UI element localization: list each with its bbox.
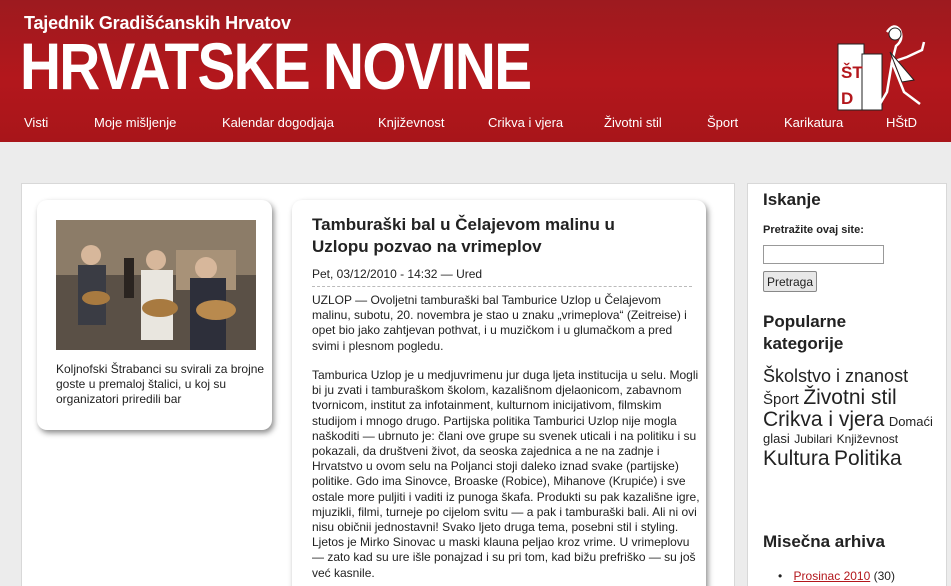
tag-item[interactable]: Domaći glasi — [763, 413, 933, 446]
tag-item[interactable]: Školstvo i znanost — [763, 366, 909, 386]
site-logo[interactable]: HRVATSKE NOVINE — [20, 29, 531, 103]
svg-text:ŠT: ŠT — [841, 63, 863, 82]
nav-sport[interactable]: Šport — [707, 115, 739, 130]
nav-visti[interactable]: Visti — [24, 115, 49, 130]
article-card — [292, 200, 706, 586]
article-byline: Pet, 03/12/2010 - 14:32 — Ured — [312, 267, 483, 281]
nav-karikatura[interactable]: Karikatura — [784, 115, 844, 130]
popular-categories-heading: Popularne kategorije — [763, 312, 847, 353]
nav-hstd[interactable]: HŠtD — [886, 115, 918, 130]
tag-cloud — [763, 367, 943, 470]
svg-text:D: D — [841, 89, 854, 108]
tag-item[interactable]: Životni stil — [803, 385, 897, 409]
article-paragraph: Tamburica Uzlop je u medjuvrimenu jur duga ljeta institucija u selu. Mogli bi ju zvati i tamburaškom školom, kazališnom djelaonicom, zabavnom tvornicom, institut za infotainment, kulturnom inicijativom, filmskim studijom i mnogo drugo. Partijska politika Tamburici Uzlop nije mogla naškoditi — ubrnuto je: člani ove grupe su svenek uticali i na politiku i su pokazali, da društveni život, da seoska zajednica a ne na zadnje i Hrvatstvo u ovom selu na Poljanci stoji daleko iznad svake (partijske) politike. Gdo ima Sinovce, Broaske (Robice), Mihanove (Krupiće) i sve ostale more puljiti i vaditi iz punoga škafa. Produkti su pak kazališne igre, mjuzikli, filmi, turneje po cijelom svitu — a pak i tamburaški bali. Ali ni ovi nisu običnii jednostavni! Svako ljeto druga tema, posebni stil i styling. Ljetos je Mirko Sinovac u maski klauna peljao kroz vrime. U vrimeplovu — zato kad su ure išle ponajzad i su pri tom, kad bižu prefriško — su još već kasnile. — [312, 368, 700, 580]
article-paragraph: UZLOP — Ovoljetni tamburaški bal Tamburice Uzlop u Čelajevom malinu, subotu, 20. novembra je stao u znaku „vrimeplova“ (Zeitreise) i opet bio jako zahtjevan pothvat, i u muzičkom i u glumačkom a pred svimi i plesnom pogledu. — [312, 293, 687, 353]
search-input[interactable] — [763, 245, 884, 264]
monthly-archive-heading: Misečna arhiva — [763, 532, 885, 551]
main-nav — [0, 114, 951, 136]
archive-count: (30) — [873, 569, 895, 583]
site-header — [0, 0, 951, 142]
search-label: Pretražite ovaj site: — [763, 224, 864, 236]
nav-zivotni-stil[interactable]: Životni stil — [604, 115, 662, 130]
site-tagline: Tajednik Gradišćanskih Hrvatov — [24, 13, 291, 33]
tag-item[interactable]: Kultura — [763, 446, 830, 470]
nav-moje-misljenje[interactable]: Moje mišljenje — [94, 115, 177, 130]
photo-caption: Koljnofski Štrabanci su svirali za brojne goste u premaloj štalici, u koj su organizatori priredili bar — [56, 362, 265, 406]
archive-list — [778, 569, 895, 583]
list-item — [778, 569, 895, 583]
nav-kalendar-dogodjaja[interactable]: Kalendar dogodjaja — [222, 115, 335, 130]
sidebar — [747, 183, 947, 586]
archive-link[interactable]: Prosinac 2010 — [793, 569, 871, 583]
article-title[interactable]: Tamburaški bal u Čelajevom malinu u Uzlopu pozvao na vrimeplov — [312, 215, 615, 256]
tag-item[interactable]: Književnost — [836, 431, 899, 446]
tag-item[interactable]: Crikva i vjera — [763, 407, 885, 431]
tag-item[interactable]: Šport — [763, 390, 799, 408]
tag-item[interactable]: Politika — [834, 446, 902, 470]
article-photo[interactable] — [56, 220, 256, 350]
photo-card — [37, 200, 272, 430]
search-button[interactable]: Pretraga — [763, 271, 817, 292]
byline-divider — [312, 286, 692, 287]
nav-crikva-i-vjera[interactable]: Crikva i vjera — [488, 115, 564, 130]
nav-knjizevnost[interactable]: Književnost — [378, 115, 445, 130]
hstd-logo-icon[interactable] — [832, 12, 932, 112]
search-heading: Iskanje — [763, 190, 821, 209]
tag-item[interactable]: Jubilari — [794, 431, 833, 446]
